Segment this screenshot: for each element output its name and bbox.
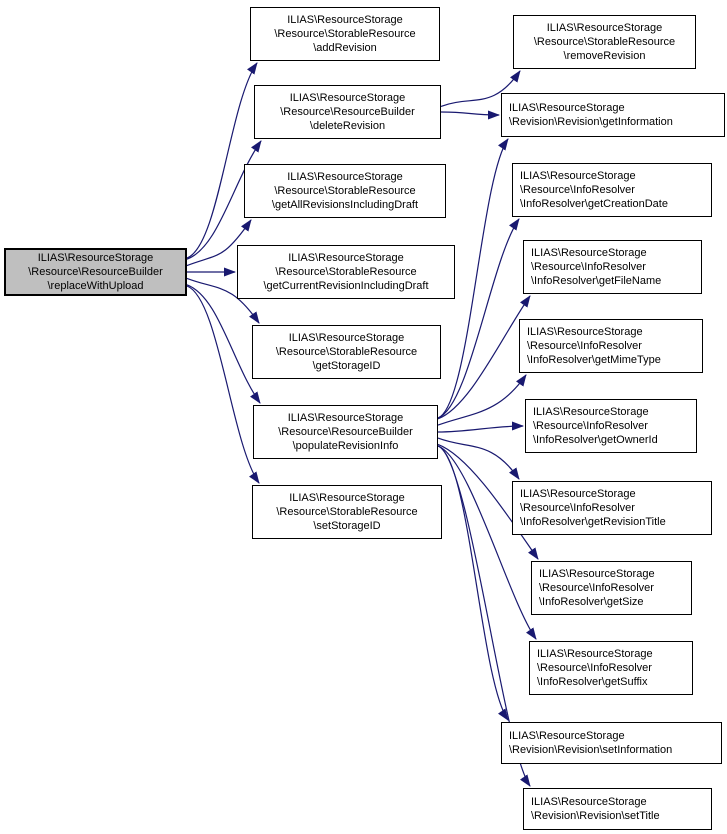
node-label-line: \Resource\StorableResource — [274, 185, 416, 197]
node-get-all-revisions-including-draft[interactable] — [244, 164, 446, 218]
node-label-line: \Resource\InfoResolver — [531, 261, 646, 273]
node-label-line: ILIAS\ResourceStorage — [288, 252, 404, 264]
node-label-line: \Resource\InfoResolver — [539, 582, 654, 594]
node-label-line: ILIAS\ResourceStorage — [527, 326, 643, 338]
node-populate-revision-info[interactable] — [253, 405, 438, 459]
node-get-size[interactable] — [531, 561, 692, 615]
node-get-suffix[interactable] — [529, 641, 693, 695]
node-label-line: \Resource\InfoResolver — [520, 502, 635, 514]
node-label-line: \getAllRevisionsIncludingDraft — [271, 199, 419, 211]
node-delete-revision[interactable] — [254, 85, 441, 139]
node-label-line: ILIAS\ResourceStorage — [546, 22, 663, 34]
node-label-line: \InfoResolver\getMimeType — [527, 354, 661, 366]
node-label-line: \deleteRevision — [309, 120, 386, 132]
node-label-line: \Resource\InfoResolver — [533, 420, 648, 432]
node-remove-revision[interactable] — [513, 15, 696, 69]
node-label-line: ILIAS\ResourceStorage — [531, 796, 647, 808]
node-label-line: ILIAS\ResourceStorage — [520, 488, 636, 500]
node-label-line: \Resource\InfoResolver — [520, 184, 635, 196]
node-label-line: ILIAS\ResourceStorage — [289, 492, 405, 504]
node-label-line: \addRevision — [313, 42, 377, 54]
node-label-line: \InfoResolver\getSuffix — [537, 676, 648, 688]
edge-replace-with-upload-to-set-storage-id — [187, 286, 259, 483]
node-label-line: \InfoResolver\getFileName — [531, 275, 662, 287]
node-set-title[interactable] — [523, 788, 712, 830]
node-label-line: ILIAS\ResourceStorage — [289, 92, 406, 104]
node-label-line: \Resource\ResourceBuilder — [280, 106, 415, 118]
node-label-line: ILIAS\ResourceStorage — [509, 102, 625, 114]
node-label-line: ILIAS\ResourceStorage — [520, 170, 636, 182]
node-replace-with-upload — [4, 248, 187, 296]
node-label-line: ILIAS\ResourceStorage — [537, 648, 653, 660]
node-label-line: \Resource\ResourceBuilder — [28, 266, 163, 278]
edge-populate-revision-info-to-get-owner-id — [438, 426, 523, 432]
node-get-revision-title[interactable] — [512, 481, 712, 535]
node-add-revision[interactable] — [250, 7, 440, 61]
node-label-line: \Resource\ResourceBuilder — [278, 426, 413, 438]
node-label-line: ILIAS\ResourceStorage — [539, 568, 655, 580]
node-label-line: \Revision\Revision\setInformation — [509, 744, 673, 756]
node-label-line: \Resource\InfoResolver — [527, 340, 642, 352]
node-label-line: \Revision\Revision\setTitle — [531, 810, 660, 822]
node-label-line: \Resource\StorableResource — [533, 36, 676, 48]
node-set-information[interactable] — [501, 722, 722, 764]
node-label-line: \Resource\StorableResource — [274, 28, 416, 40]
edge-replace-with-upload-to-add-revision — [187, 63, 257, 258]
node-get-mime-type[interactable] — [519, 319, 703, 373]
node-label-line: \Resource\StorableResource — [275, 346, 418, 358]
node-label-line: ILIAS\ResourceStorage — [533, 406, 649, 418]
node-label-line: \InfoResolver\getSize — [539, 596, 644, 608]
edge-populate-revision-info-to-set-information — [438, 446, 508, 720]
node-set-storage-id[interactable] — [252, 485, 442, 539]
node-label-line: \InfoResolver\getOwnerId — [533, 434, 658, 446]
node-get-current-revision-including-draft[interactable] — [237, 245, 455, 299]
node-label-line: \Resource\StorableResource — [276, 506, 418, 518]
node-label-line: ILIAS\ResourceStorage — [287, 171, 403, 183]
node-label-line: \removeRevision — [563, 50, 646, 62]
node-label-line: \getStorageID — [312, 360, 381, 372]
edge-populate-revision-info-to-get-revision-title — [438, 438, 519, 479]
node-label-line: ILIAS\ResourceStorage — [288, 332, 405, 344]
node-label-line: ILIAS\ResourceStorage — [287, 412, 404, 424]
node-get-information[interactable] — [501, 93, 725, 137]
node-label-line: \InfoResolver\getCreationDate — [520, 198, 668, 210]
node-label-line: \InfoResolver\getRevisionTitle — [520, 516, 666, 528]
edge-delete-revision-to-get-information — [441, 112, 499, 115]
edge-replace-with-upload-to-populate-revision-info — [187, 285, 260, 403]
node-label-line: \getCurrentRevisionIncludingDraft — [263, 280, 429, 292]
node-label-line: \setStorageID — [313, 520, 381, 532]
edge-populate-revision-info-to-get-suffix — [438, 446, 536, 639]
node-get-storage-id[interactable] — [252, 325, 441, 379]
node-label-line: \Resource\StorableResource — [275, 266, 417, 278]
node-label-line: ILIAS\ResourceStorage — [37, 252, 154, 264]
node-get-file-name[interactable] — [523, 240, 702, 294]
node-label-line: \Revision\Revision\getInformation — [509, 116, 673, 128]
node-label-line: ILIAS\ResourceStorage — [509, 730, 625, 742]
node-get-creation-date[interactable] — [512, 163, 712, 217]
node-label-line: \replaceWithUpload — [47, 280, 144, 292]
node-label-line: ILIAS\ResourceStorage — [287, 14, 403, 26]
node-label-line: \Resource\InfoResolver — [537, 662, 652, 674]
node-get-owner-id[interactable] — [525, 399, 697, 453]
node-label-line: ILIAS\ResourceStorage — [531, 247, 647, 259]
node-label-line: \populateRevisionInfo — [292, 440, 399, 452]
